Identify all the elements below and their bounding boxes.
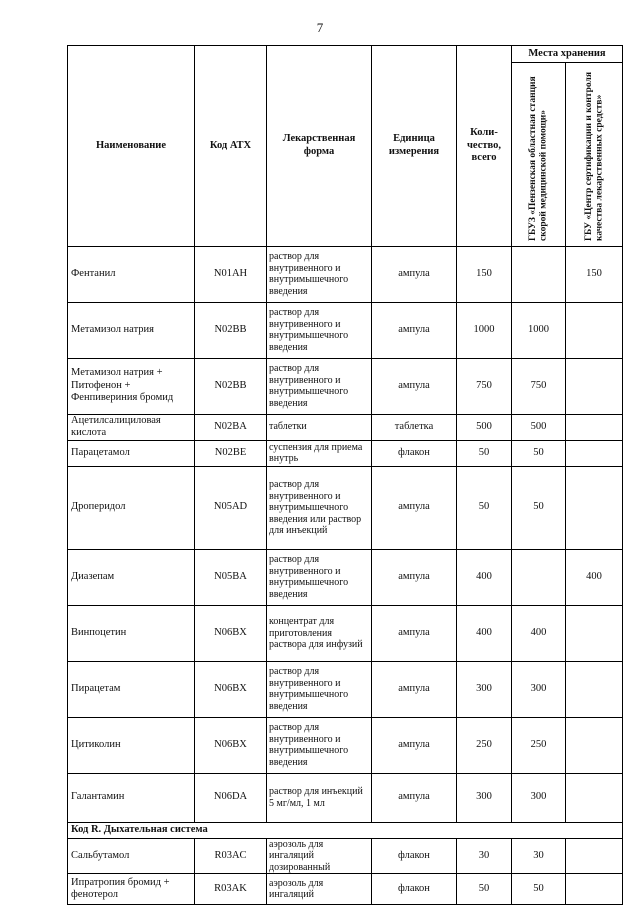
cell-storage-place-1: 300: [512, 773, 566, 822]
cell-dosage-form: аэрозоль для ингаляций: [267, 874, 372, 905]
cell-quantity: 750: [457, 358, 512, 414]
cell-dosage-form: раствор для внутривенного и внутримышечного введения: [267, 549, 372, 605]
table-section: [68, 822, 623, 838]
cell-storage-place-1: 750: [512, 358, 566, 414]
cell-unit: ампула: [372, 549, 457, 605]
cell-dosage-form: раствор для внутривенного и внутримышечного введения или раствор для инъекций: [267, 466, 372, 549]
cell-storage-place-1: 1000: [512, 302, 566, 358]
table-row: [68, 466, 623, 549]
cell-storage-place-1: 300: [512, 661, 566, 717]
table-row: [68, 874, 623, 905]
cell-atx-code: R03AC: [195, 838, 267, 874]
cell-atx-code: R03AK: [195, 874, 267, 905]
cell-dosage-form: аэрозоль для ингаляций дозированный: [267, 838, 372, 874]
cell-storage-place-1: 250: [512, 717, 566, 773]
cell-unit: флакон: [372, 838, 457, 874]
cell-quantity: 250: [457, 717, 512, 773]
cell-unit: ампула: [372, 773, 457, 822]
cell-dosage-form: концентрат для приготовления раствора для инфузий: [267, 605, 372, 661]
header-name: Наименование: [68, 46, 195, 247]
cell-storage-place-2: 400: [566, 549, 623, 605]
cell-atx-code: N06BX: [195, 605, 267, 661]
header-storage-place-1: [512, 63, 566, 247]
table-row: [68, 717, 623, 773]
cell-name: Винпоцетин: [68, 605, 195, 661]
header-storage-places: Места хранения: [512, 46, 623, 63]
cell-storage-place-1: 50: [512, 874, 566, 905]
cell-name: Парацетамол: [68, 440, 195, 466]
cell-unit: ампула: [372, 717, 457, 773]
cell-unit: флакон: [372, 874, 457, 905]
table-row: [68, 414, 623, 440]
table-row: [68, 358, 623, 414]
cell-storage-place-1: 50: [512, 466, 566, 549]
cell-atx-code: N05AD: [195, 466, 267, 549]
cell-storage-place-1: [512, 246, 566, 302]
cell-atx-code: N06DA: [195, 773, 267, 822]
cell-unit: ампула: [372, 605, 457, 661]
cell-storage-place-2: [566, 466, 623, 549]
cell-quantity: 150: [457, 246, 512, 302]
cell-name: Фентанил: [68, 246, 195, 302]
header-unit: Единица измерения: [372, 46, 457, 247]
cell-atx-code: N02BE: [195, 440, 267, 466]
page-number: 7: [316, 20, 324, 35]
medications-table: [67, 45, 623, 905]
section-header: Код R. Дыхательная система: [68, 822, 623, 838]
cell-name: Галантамин: [68, 773, 195, 822]
cell-quantity: 300: [457, 773, 512, 822]
cell-quantity: 50: [457, 466, 512, 549]
cell-atx-code: N02BB: [195, 358, 267, 414]
cell-storage-place-2: [566, 773, 623, 822]
cell-storage-place-1: [512, 549, 566, 605]
table-body-respiratory: [68, 838, 623, 905]
cell-quantity: 400: [457, 605, 512, 661]
cell-atx-code: N01AH: [195, 246, 267, 302]
cell-storage-place-1: 30: [512, 838, 566, 874]
header-storage-place-2-label: ГБУ «Центр сертификации и контроля качества лекарственных средств»: [583, 72, 604, 241]
cell-quantity: 30: [457, 838, 512, 874]
cell-unit: ампула: [372, 358, 457, 414]
cell-atx-code: N06BX: [195, 717, 267, 773]
cell-storage-place-2: [566, 874, 623, 905]
cell-name: Ацетилсалициловая кислота: [68, 414, 195, 440]
header-quantity: Коли-чество, всего: [457, 46, 512, 247]
table-row: [68, 440, 623, 466]
cell-name: Дроперидол: [68, 466, 195, 549]
cell-storage-place-2: 150: [566, 246, 623, 302]
cell-quantity: 50: [457, 440, 512, 466]
cell-name: Сальбутамол: [68, 838, 195, 874]
header-dosage-form: Лекарственная форма: [267, 46, 372, 247]
cell-storage-place-1: 400: [512, 605, 566, 661]
cell-dosage-form: раствор для внутривенного и внутримышечного введения: [267, 717, 372, 773]
cell-quantity: 50: [457, 874, 512, 905]
table-row: [68, 549, 623, 605]
table-row: [68, 605, 623, 661]
cell-name: Диазепам: [68, 549, 195, 605]
cell-name: Ипратропия бромид + фенотерол: [68, 874, 195, 905]
table-row: [68, 773, 623, 822]
cell-storage-place-2: [566, 302, 623, 358]
cell-quantity: 1000: [457, 302, 512, 358]
cell-storage-place-1: 500: [512, 414, 566, 440]
cell-storage-place-2: [566, 605, 623, 661]
cell-unit: ампула: [372, 302, 457, 358]
cell-quantity: 300: [457, 661, 512, 717]
cell-atx-code: N06BX: [195, 661, 267, 717]
cell-atx-code: N02BB: [195, 302, 267, 358]
cell-storage-place-2: [566, 717, 623, 773]
cell-dosage-form: таблетки: [267, 414, 372, 440]
cell-name: Метамизол натрия: [68, 302, 195, 358]
cell-quantity: 400: [457, 549, 512, 605]
cell-dosage-form: раствор для внутривенного и внутримышечного введения: [267, 246, 372, 302]
cell-quantity: 500: [457, 414, 512, 440]
cell-unit: таблетка: [372, 414, 457, 440]
cell-storage-place-2: [566, 838, 623, 874]
table-row: [68, 661, 623, 717]
table-body-main: [68, 246, 623, 822]
cell-unit: ампула: [372, 661, 457, 717]
cell-atx-code: N05BA: [195, 549, 267, 605]
header-atx-code: Код АТХ: [195, 46, 267, 247]
header-storage-place-1-label: ГБУЗ «Пензенская областная станция скорой медицинской помощи»: [528, 76, 549, 241]
cell-storage-place-2: [566, 414, 623, 440]
cell-dosage-form: суспензия для приема внутрь: [267, 440, 372, 466]
cell-name: Цитиколин: [68, 717, 195, 773]
table-row: [68, 246, 623, 302]
cell-atx-code: N02BA: [195, 414, 267, 440]
cell-name: Пирацетам: [68, 661, 195, 717]
cell-unit: ампула: [372, 246, 457, 302]
cell-unit: флакон: [372, 440, 457, 466]
header-storage-place-2: [566, 63, 623, 247]
cell-dosage-form: раствор для внутривенного и внутримышечного введения: [267, 661, 372, 717]
cell-storage-place-1: 50: [512, 440, 566, 466]
cell-storage-place-2: [566, 358, 623, 414]
cell-storage-place-2: [566, 661, 623, 717]
cell-dosage-form: раствор для внутривенного и внутримышечного введения: [267, 358, 372, 414]
cell-storage-place-2: [566, 440, 623, 466]
table-row: [68, 838, 623, 874]
table-row: [68, 302, 623, 358]
cell-unit: ампула: [372, 466, 457, 549]
cell-dosage-form: раствор для внутривенного и внутримышечного введения: [267, 302, 372, 358]
cell-dosage-form: раствор для инъекций 5 мг/мл, 1 мл: [267, 773, 372, 822]
cell-name: Метамизол натрия + Питофенон + Фенпивериния бромид: [68, 358, 195, 414]
